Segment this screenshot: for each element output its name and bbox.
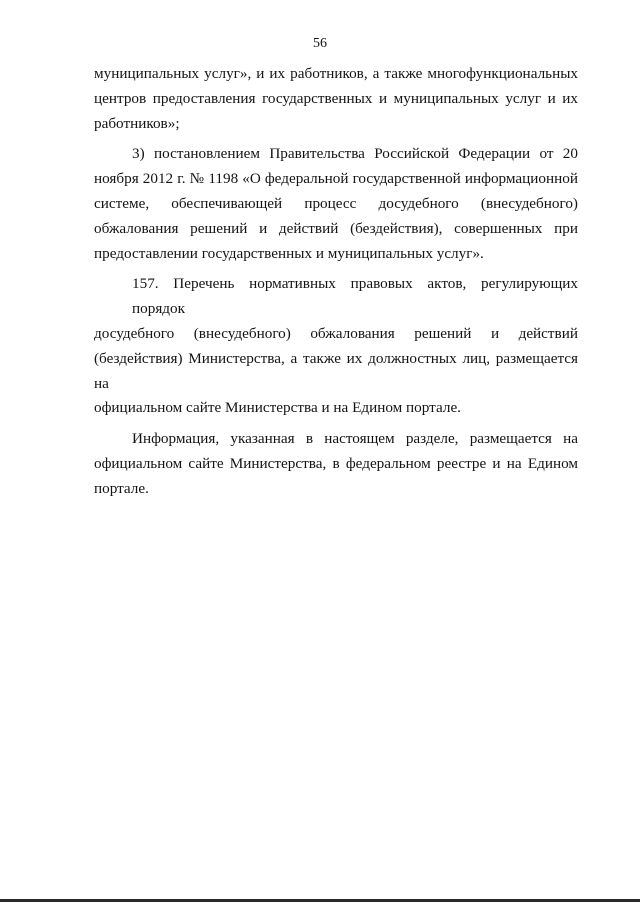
text-line: официальном сайте Министерства и на Едином портале.	[94, 399, 461, 417]
text-line: Информация, указанная в настоящем разделе, размещается на	[132, 430, 578, 448]
paragraph-item-3	[94, 142, 578, 266]
text-line: 157. Перечень нормативных правовых актов, регулирующих порядок	[132, 275, 578, 318]
page-number: 56	[313, 36, 327, 51]
text-line: ноября 2012 г. № 1198 «О федеральной государственной информационной	[94, 170, 578, 188]
text-line: портале.	[94, 479, 149, 497]
text-line: 3) постановлением Правительства Российской Федерации от 20	[132, 145, 578, 163]
text-line: муниципальных услуг», и их работников, а также многофункциональных	[94, 65, 578, 82]
text-line: (бездействия) Министерства, а также их должностных лиц, размещается на	[94, 349, 578, 392]
document-body	[94, 62, 578, 508]
text-line: работников»;	[94, 114, 180, 132]
scan-bottom-edge	[0, 899, 640, 902]
text-line: предоставлении государственных и муниципальных услуг».	[94, 244, 484, 262]
paragraph-information	[94, 427, 578, 501]
paragraph-continuation	[94, 62, 578, 136]
paragraph-157	[94, 272, 578, 421]
text-line: системе, обеспечивающей процесс досудебного (внесудебного)	[94, 194, 578, 212]
text-line: досудебного (внесудебного) обжалования решений и действий	[94, 324, 578, 342]
text-line: обжалования решений и действий (бездействия), совершенных при	[94, 219, 578, 237]
text-line: центров предоставления государственных и муниципальных услуг и их	[94, 89, 578, 107]
text-line: официальном сайте Министерства, в федеральном реестре и на Едином	[94, 454, 578, 472]
